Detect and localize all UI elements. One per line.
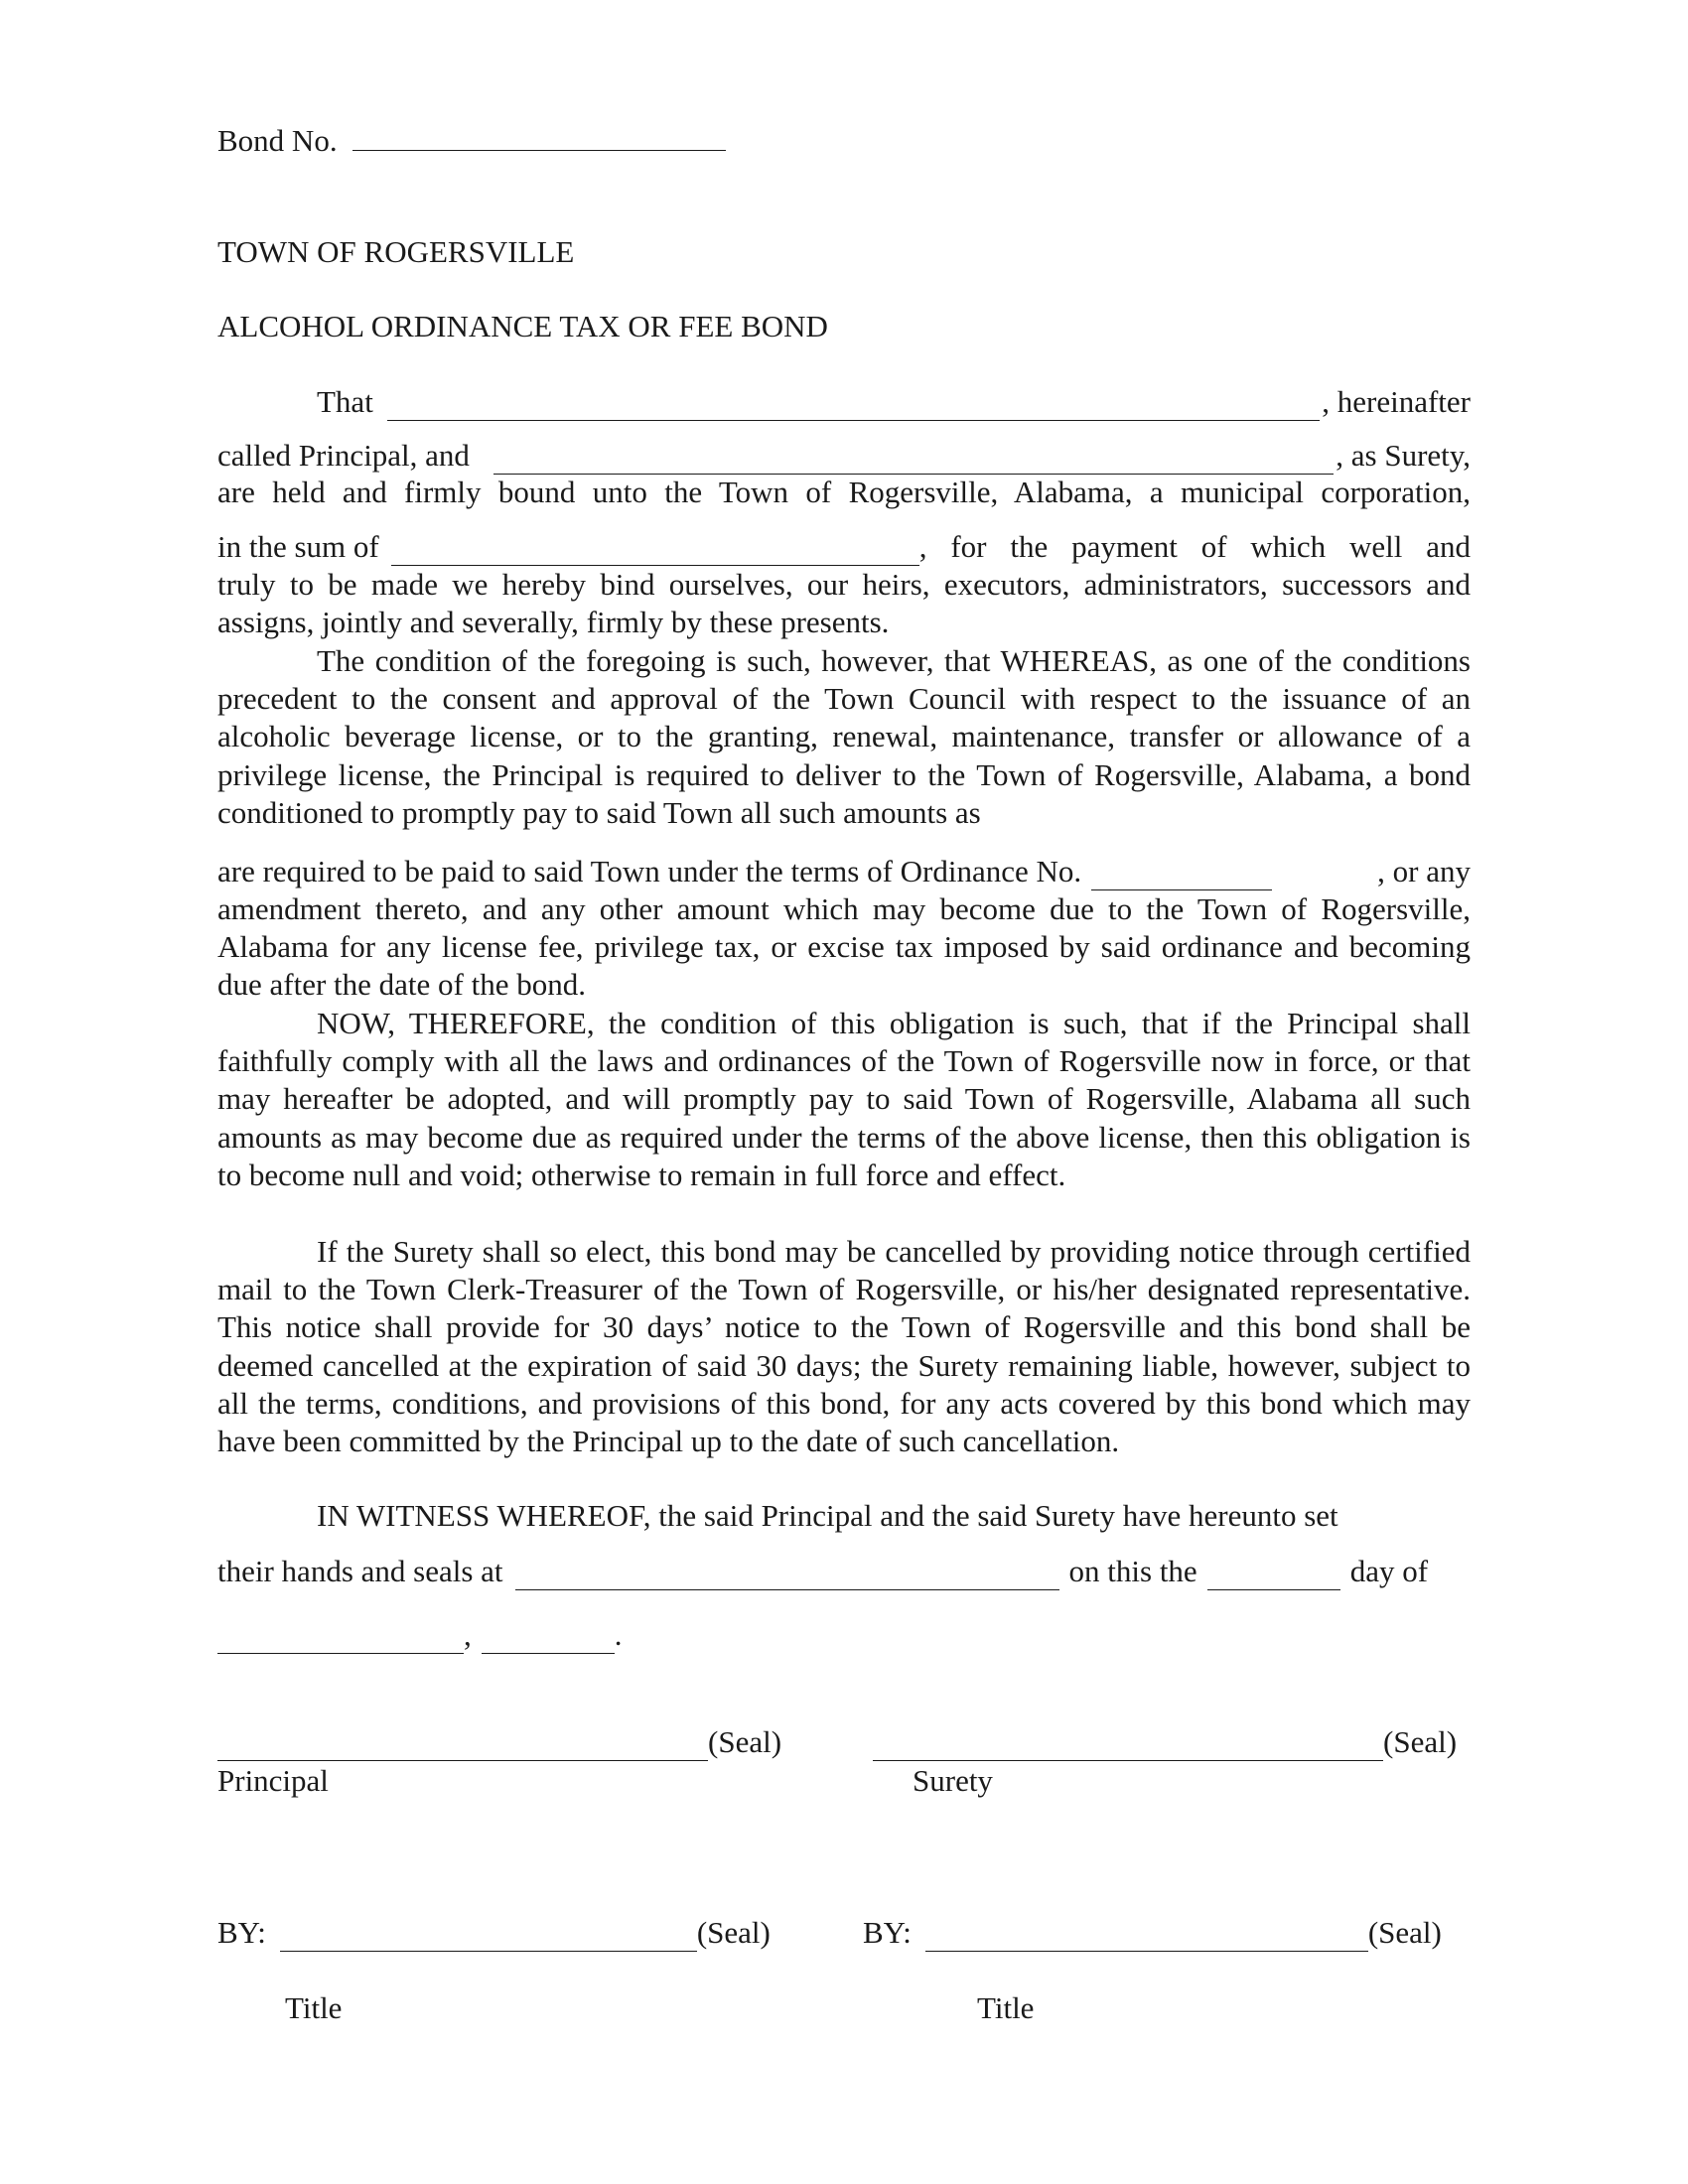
in-sum-label: in the sum of	[217, 529, 379, 564]
month-field[interactable]	[217, 1623, 464, 1654]
day-of-text: day of	[1349, 1554, 1429, 1588]
bond-no-field[interactable]	[352, 120, 726, 151]
surety-by-field[interactable]	[925, 1921, 1368, 1952]
surety-title-label: Title	[977, 1990, 1035, 2025]
principal-by-seal: (Seal)	[696, 1915, 771, 1950]
hands-seals-text: their hands and seals at	[217, 1554, 503, 1588]
principal-signature-line	[217, 1723, 781, 1761]
ordinance-no-field[interactable]	[1091, 860, 1272, 890]
bond-document	[217, 0, 1471, 2184]
bond-no-line	[217, 120, 726, 160]
condition-paragraph: The condition of the foregoing is such, however, that WHEREAS, as one of the conditions precedent to the consent and approval of the Town Council with respect to the issuance of an alcoholic beverage license, or to the granting, renewal, maintenance, transfer or allowance of a privilege license, the Principal is required to deliver to the Town of Rogersville, Alabama, a bond conditioned to promptly pay to said Town all such amounts as	[217, 643, 1471, 830]
witness-line: IN WITNESS WHEREOF, the said Principal and the said Surety have hereunto set	[317, 1498, 1338, 1533]
day-field[interactable]	[1207, 1560, 1340, 1590]
town-heading: TOWN OF ROGERSVILLE	[217, 234, 575, 269]
surety-by-label: BY:	[863, 1915, 912, 1950]
surety-by-seal: (Seal)	[1367, 1915, 1442, 1950]
hereinafter-text: , hereinafter	[1322, 384, 1471, 419]
surety-elect-paragraph: If the Surety shall so elect, this bond may be cancelled by providing notice through certified mail to the Town Clerk-Treasurer of the Town of Rogersville, or his/her designated representative. This notice shall provide for 30 days’ notice to the Town of Rogersville and this bond shall be deemed cancelled at the expiration of said 30 days; the Surety remaining liable, however, subject to all the terms, conditions, and provisions of this bond, for any acts covered by this bond which may have been committed by the Principal up to the date of such cancellation.	[217, 1234, 1471, 1459]
called-principal-line	[217, 437, 1471, 475]
year-field[interactable]	[482, 1623, 615, 1654]
surety-by-line	[863, 1914, 1442, 1952]
that-line	[217, 383, 1471, 421]
principal-by-line	[217, 1914, 771, 1952]
that-label: That	[317, 384, 373, 419]
called-principal-text: called Principal, and	[217, 438, 470, 473]
payment-text: , for the payment of which well and	[918, 529, 1471, 564]
hands-seals-line	[217, 1553, 1454, 1590]
ordinance-label: are required to be paid to said Town under the terms of Ordinance No.	[217, 854, 1082, 888]
on-this-the-text: on this the	[1068, 1554, 1197, 1588]
bind-paragraph: truly to be made we hereby bind ourselves, our heirs, executors, administrators, successors and assigns, jointly and severally, firmly by these presents.	[217, 567, 1471, 640]
bound-line: are held and firmly bound unto the Town of Rogersville, Alabama, a municipal corporation,	[217, 475, 1471, 509]
surety-label: Surety	[913, 1763, 993, 1798]
amendment-paragraph: amendment thereto, and any other amount which may become due to the Town of Rogersville, Alabama for any license fee, privilege tax, or excise tax imposed by said ordinance and becoming due after the date of the bond.	[217, 891, 1471, 1003]
date-period: .	[614, 1617, 623, 1652]
date-comma: ,	[464, 1617, 472, 1652]
principal-title-label: Title	[285, 1990, 343, 2025]
date-line	[217, 1616, 1471, 1654]
document-title: ALCOHOL ORDINANCE TAX OR FEE BOND	[217, 309, 828, 343]
or-any-text: , or any	[1377, 854, 1471, 888]
principal-name-field[interactable]	[387, 390, 1320, 421]
ordinance-line	[217, 853, 1471, 890]
surety-signature-line	[873, 1723, 1457, 1761]
principal-by-label: BY:	[217, 1915, 266, 1950]
principal-label: Principal	[217, 1763, 329, 1798]
place-field[interactable]	[515, 1560, 1059, 1590]
surety-seal: (Seal)	[1383, 1724, 1458, 1759]
now-therefore-paragraph: NOW, THEREFORE, the condition of this obligation is such, that if the Principal shall faithfully comply with all the laws and ordinances of the Town of Rogersville now in force, or that may hereafter be adopted, and will promptly pay to said Town of Rogersville, Alabama all such amounts as may become due as required under the terms of the above license, then this obligation is to become null and void; otherwise to remain in full force and effect.	[217, 1006, 1471, 1192]
principal-seal: (Seal)	[708, 1724, 782, 1759]
surety-signature-field[interactable]	[873, 1730, 1383, 1761]
surety-name-field[interactable]	[493, 444, 1334, 475]
as-surety-text: , as Surety,	[1336, 438, 1471, 473]
principal-by-field[interactable]	[280, 1921, 697, 1952]
bond-no-label: Bond No.	[217, 123, 338, 158]
principal-signature-field[interactable]	[217, 1730, 708, 1761]
sum-line	[217, 528, 1471, 566]
sum-field[interactable]	[391, 535, 919, 566]
